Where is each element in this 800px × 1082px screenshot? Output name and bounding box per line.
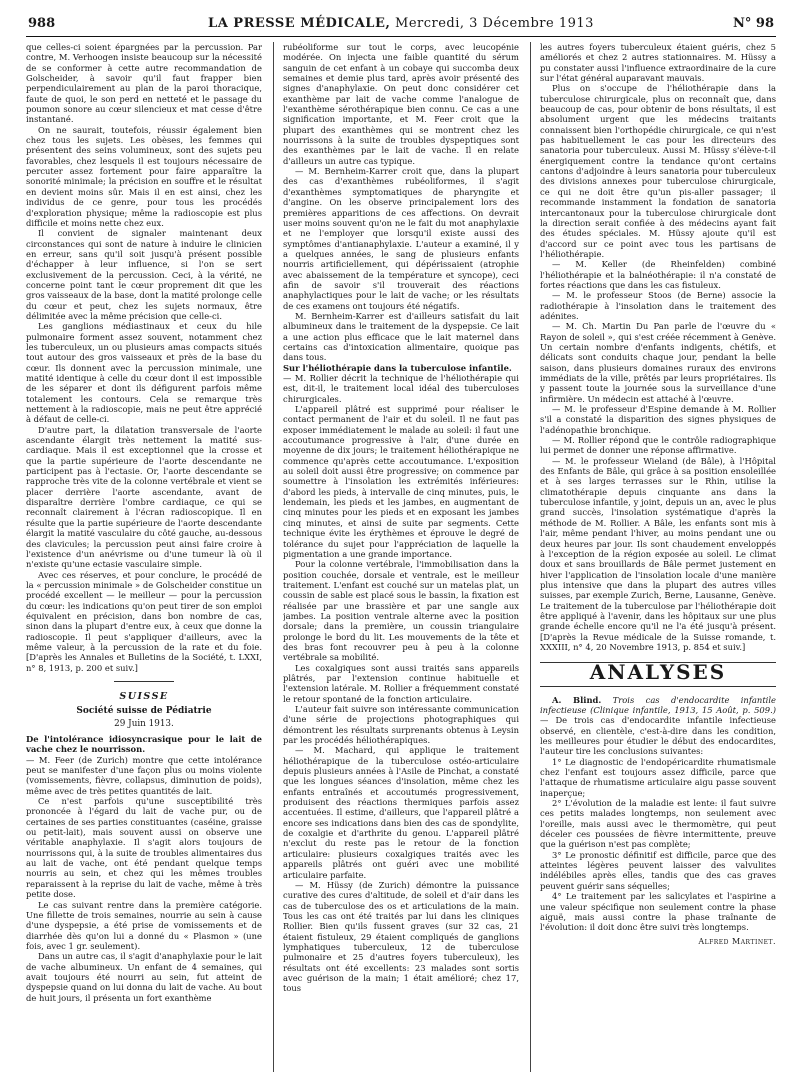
paragraph: — M. le professeur d'Espine demande à M. Rollier s'il a constaté la disparition des signes physiques de l'adénopathie bronchique. <box>540 404 776 435</box>
columns <box>26 42 776 1074</box>
analyses-title: ANALYSES <box>589 660 727 685</box>
paragraph: L'appareil plâtré est supprimé pour réaliser le contact permanent de l'air et du soleil. Il ne faut pas exposer immédiatement le malade au soleil: il faut une accoutumance progressive à l'air, d'une durée en moyenne de dix jours; le traitement héliothérapique ne commence qu'après cette accoutumance. L'exposition au soleil doit aussi être progressive; on commence par soumettre à l'insolation les extrémités inférieures: d'abord les pieds, à intervalle de cinq minutes, puis, le lendemain, les pieds et les jambes, en augmentant de cinq minutes pour les pieds et en exposant les jambes cinq minutes, et ainsi de suite par segments. Cette technique évite les érythèmes et éprouve le degré de tolérance du sujet pour l'appréciation de laquelle la pigmentation a une grande importance. <box>283 404 519 559</box>
paragraph: M. Bernheim-Karrer est d'ailleurs satisfait du lait albumineux dans le traitement de la dyspepsie. Ce lait a une action plus efficace que le lait maternel dans certains cas d'intoxication alimentaire, quoique pas dans tous. <box>283 310 519 363</box>
paragraph: 4° Le traitement par les salicylates et l'aspirine a une valeur spécifique non seulement contre la phase aiguë, mais aussi contre la phase traînante de l'évolution: il doit donc être suivi très longtemps. <box>540 891 776 933</box>
paragraph: — M. Rollier décrit la technique de l'héliothérapie qui est, dit-il, le traitement local idéal des tuberculoses chirurgicales. <box>283 373 519 404</box>
paragraph: On ne saurait, toutefois, réussir également bien chez tous les sujets. Les obèses, les femmes qui présentent des seins volumineux, sont des sujets peu favorables, chez lesquels il est toujours nécessaire de percuter assez fortement pour faire apparaître la sonorité minimale; la précision en souffre et le résultat en devient moins sûr. Mais il en est ainsi, chez les individus de ce genre, pour tous les procédés d'exploration physique; même la radioscopie est plus difficile et moins nette chez eux. <box>26 124 262 228</box>
paragraph: 2° L'évolution de la maladie est lente: il faut suivre ces petits malades longtemps, non seulement avec l'oreille, mais aussi avec le thermomètre, qui peut déceler ces poussées de fièvre intermittente, preuve que la guérison n'est pas complète; <box>540 798 776 850</box>
column-2 <box>283 42 519 1072</box>
section-divider <box>114 681 174 682</box>
column-rule-2 <box>530 42 531 1072</box>
newspaper-page <box>26 14 776 1074</box>
paragraph: Pour la colonne vertébrale, l'immobilisation dans la position couchée, dorsale et ventrale, est le meilleur traitement. L'enfant est couché sur un matelas plat, un coussin de sable est placé sous le bassin, la fixation est réalisée par une brassière et par une sangle aux jambes. La position ventrale alterne avec la position dorsale; dans la première, un coussin triangulaire prolonge le bord du lit. Les mouvements de la tête et des bras font recouvrer peu à peu à la colonne vertébrale sa mobilité. <box>283 559 519 663</box>
article-heading: De l'intolérance idiosyncrasique pour le lait de vache chez le nourrisson. <box>26 734 262 755</box>
paragraph: D'autre part, la dilatation transversale de l'aorte ascendante élargit très nettement la matité sus-cardiaque. Mais il est exceptionnel que la crosse et que la partie supérieure de l'aorte descendante ne participent pas à l'ectasie. Or, l'aorte descendante se rapproche très vite de la colonne vertébrale et vient se placer derrière l'aorte ascendante, avant de disparaître derrière l'ombre cardiaque, ce qui se reconnaît clairement à l'écran radioscopique. Il en résulte que la partie supérieure de l'aorte descendante élargit la matité vasculaire du côté gauche, au-dessous des clavicules; la percussion peut ainsi faire croire à l'existence d'un anévrisme ou d'une tumeur là où il n'existe qu'une ectasie vasculaire simple. <box>26 424 262 570</box>
paragraph: Plus on s'occupe de l'héliothérapie dans la tuberculose chirurgicale, plus on reconnaît que, dans beaucoup de cas, pour obtenir de bons résultats, il est absolument urgent que les médecins traitants connaissent bien l'orthopédie chirurgicale, ce qui n'est pas habituellement le cas pour les directeurs des sanatoria pour tuberculeux. Aussi M. Hüssy s'élève-t-il énergiquement contre la tendance qu'ont certains cantons d'adjoindre à leurs sanatoria pour tuberculeux des divisions annexes pour tuberculose chirurgicale, ce qui ne doit être qu'un pis-aller passager; il recommande instamment la fondation de sanatoria intercantonaux pour la tuberculose chirurgicale dont la direction serait confiée à des médecins ayant fait des études spéciales. M. Hüssy ajoute qu'il est d'accord sur ce point avec tous les partisans de l'héliothérapie. <box>540 83 776 259</box>
paragraph: que celles-ci soient épargnées par la percussion. Par contre, M. Verhoogen insiste beaucoup sur la nécessité de se conformer à cette autre recommandation de Golscheider, à savoir qu'il faut frapper bien perpendiculairement au plan de la paroi thoracique, faute de quoi, le son perd en netteté et le passage du poumon sonore au cœur silencieux et mat cesse d'être instantané. <box>26 42 262 125</box>
paragraph: L'auteur fait suivre son intéressante communication d'une série de projections photographiques qui démontrent les résultats surprenants obtenus à Leysin par les procédés héliothérapiques. <box>283 704 519 746</box>
paragraph: — M. le professeur Stoos (de Berne) associe la radiothérapie à l'insolation dans le traitement des adénites. <box>540 290 776 321</box>
issue-date: Mercredi, 3 Décembre 1913 <box>390 16 594 31</box>
abstract-heading <box>540 695 776 757</box>
signature: Alfred Martinet. <box>698 936 776 946</box>
masthead <box>26 14 776 37</box>
column-3 <box>540 42 776 1072</box>
paragraph: — M. Ch. Martin Du Pan parle de l'œuvre du « Rayon de soleil », qui s'est créée récemment à Genève. Un certain nombre d'enfants indigents, chétifs, et délicats sont conduits chaque jour, pendant la belle saison, dans plusieurs domaines ruraux des environs immédiats de la ville, prêtés par leurs propriétaires. Ils y passent toute la journée sous la surveillance d'une infirmière. Un médecin est attaché à l'œuvre. <box>540 321 776 404</box>
analyses-banner <box>540 662 776 686</box>
abstract-author: A. Blind. <box>552 694 602 705</box>
issue-number: N° 98 <box>733 16 774 31</box>
paragraph: 3° Le pronostic définitif est difficile, parce que des atteintes légères peuvent laisser des valvulites indélébiles après elles, tandis que des cas graves peuvent guérir sans séquelles; <box>540 849 776 891</box>
meeting-date: 29 Juin 1913. <box>114 718 174 729</box>
paragraph: Avec ces réserves, et pour conclure, le procédé de la « percussion minimale » de Golscheider constitue un procédé excellent — le meilleur — pour la percussion du cœur: les indications qu'on peut tirer de son emploi équivalent en précision, dans bon nombre de cas, sinon dans la plupart d'entre eux, à ceux que donne la radioscopie. Il peut s'appliquer d'ailleurs, avec la même valeur, à la percussion de la rate et du foie. [D'après les Annales et Bulletins de la Société, t. LXXI, n° 8, 1913, p. 200 et suiv.] <box>26 569 262 673</box>
paragraph: — M. Hüssy (de Zurich) démontre la puissance curative des cures d'altitude, de soleil et d'air dans les cas de tuberculose des os et articulations de la main. Tous les cas ont été traités par lui dans les cliniques Rollier. Bien qu'ils fussent graves (sur 32 cas, 21 étaient fistuleux, 29 étaient compliqués de ganglions lymphatiques tuberculeux, 12 de tuberculose pulmonaire et 25 d'autres foyers tuberculeux), les résultats ont été excellents: 23 malades sont sortis avec guérison de la main; 1 était amélioré; chez 17, tous <box>283 879 519 994</box>
section-title: SUISSE <box>119 690 169 702</box>
paragraph: 1° Le diagnostic de l'endopéricardite rhumatismale chez l'enfant est toujours assez difficile, parce que l'attaque de rhumatisme articulaire aigu passe souvent inaperçue; <box>540 756 776 798</box>
page-number: 988 <box>28 16 56 31</box>
paragraph: Les coxalgiques sont aussi traités sans appareils plâtrés, par l'extension continue habituelle et l'extension latérale. M. Rollier a fréquemment constaté le retour spontané de la fonction articulaire. <box>283 662 519 704</box>
paragraph: les autres foyers tuberculeux étaient guéris, chez 5 améliorés et chez 2 autres stationnaires. M. Hüssy a pu constater aussi l'influence extraordinaire de la cure sur l'état général auparavant mauvais. <box>540 42 776 84</box>
paragraph: rubéoliforme sur tout le corps, avec leucopénie modérée. On injecta une faible quantité du sérum sanguin de cet enfant à un cobaye qui succomba deux semaines et demie plus tard, après avoir présenté des signes d'anaphylaxie. On peut donc considérer cet exanthème par lait de vache comme l'analogue de l'exanthème sérothérapique bien connu. Ce cas a une signification importante, et M. Feer croit que la plupart des exanthèmes qui se montrent chez les nourrissons à la suite de troubles dyspeptiques sont des exanthèmes par le lait de vache. Il en relate d'ailleurs un autre cas typique. <box>283 42 519 166</box>
society-title: Société suisse de Pédiatrie <box>76 706 212 717</box>
paragraph: — M. Bernheim-Karrer croit que, dans la plupart des cas d'exanthèmes rubéoliformes, il s'agit d'exanthèmes symptomatiques de pharyngite et d'angine. On les observe principalement lors des premières apparitions de ces affections. On devrait user moins souvent qu'on ne le fait du mot anaphylaxie et ne l'employer que lorsqu'il existe aussi des symptômes d'antianaphylaxie. L'auteur a examiné, il y a quelques années, le sang de plusieurs enfants nourris artificiellement, qui dépérissaient (atrophie avec abaissement de la température et syncope), ceci afin de savoir s'il trouverait des réactions anaphylactiques pour le lait de vache; or les résultats de ces examens ont toujours été négatifs. <box>283 166 519 311</box>
article-heading: Sur l'héliothérapie dans la tuberculose infantile. <box>283 362 512 373</box>
abstract-title: Trois cas d'endocardite infantile infectieuse (Clinique infantile, 1913, 15 Août, p. 509.) <box>540 694 776 715</box>
paragraph: — M. le professeur Wieland (de Bâle), à l'Hôpital des Enfants de Bâle, qui grâce à sa position ensoleillée et à ses larges terrasses sur le Rhin, utilise la climatothérapie depuis cinquante ans dans la tuberculose infantile, y joint, depuis un an, avec le plus grand succès, l'insolation systématique d'après la méthode de M. Rollier. A Bâle, les enfants sont mis à l'air, même pendant l'hiver, au moins pendant une ou deux heures par jour. Ils sont chaudement enveloppés à l'exception de la région exposée au soleil. Le climat doux et sans brouillards de Bâle permet justement en hiver l'application de l'insolation locale d'une manière plus intensive que dans la plupart des autres villes suisses, par exemple Zurich, Berne, Lausanne, Genève. Le traitement de la tuberculose par l'héliothérapie doit être appliqué à l'avenir, dans les hôpitaux sur une plus grande échelle encore qu'il ne l'a été jusqu'à présent. [D'après la Revue médicale de la Suisse romande, t. XXXIII, n° 4, 20 Novembre 1913, p. 854 et suiv.] <box>540 455 776 652</box>
paragraph: Dans un autre cas, il s'agit d'anaphylaxie pour le lait de vache albumineux. Un enfant de 4 semaines, qui avait toujours été nourri au sein, fut atteint de dyspepsie quand on lui donna du lait de vache. Au bout de huit jours, il présenta un fort exanthème <box>26 951 262 1003</box>
column-1 <box>26 42 262 1072</box>
journal-title <box>26 14 776 34</box>
paragraph: — M. Rollier répond que le contrôle radiographique lui permet de donner une réponse affirmative. <box>540 435 776 456</box>
paragraph: Il convient de signaler maintenant deux circonstances qui sont de nature à induire le clinicien en erreur, sans qu'il soit jusqu'à présent possible d'échapper à leur influence, si l'on se sert exclusivement de la percussion. Ceci, à la vérité, ne concerne point tant le cœur proprement dit que les gros vaisseaux de la base, dont la matité prolonge celle du cœur et peut, chez les sujets normaux, être délimitée avec la même précision que celle-ci. <box>26 228 262 321</box>
abstract-intro: — De trois cas d'endocardite infantile infectieuse observé, en clientèle, c'est-à-dire dans les condition, les meilleures pour étudier le début des endocardites, l'auteur tire les conclusions suivantes: <box>540 715 776 757</box>
paragraph: — M. Machard, qui applique le traitement héliothérapique de la tuberculose ostéo-articulaire depuis plusieurs années à l'Asile de Pinchat, a constaté que les longues séances d'insolation, même chez les enfants entraînés et accoutumés progressivement, produisent des réactions thermiques parfois assez accentuées. Il estime, d'ailleurs, que l'appareil plâtré a encore ses indications dans bien des cas de spondylite, de coxalgie et d'arthrite du genou. L'appareil plâtré n'exclut du reste pas le retour de la fonction articulaire: plusieurs coxalgiques traités avec les appareils plâtrés ont guéri avec une mobilité articulaire parfaite. <box>283 745 519 880</box>
paragraph: Le cas suivant rentre dans la première catégorie. Une fillette de trois semaines, nourrie au sein à cause d'une dyspepsie, a été prise de vomissements et de diarrhée dès qu'on lui a donné du « Plasmon » (une fois, avec 1 gr. seulement). <box>26 899 262 951</box>
paragraph: — M. Keller (de Rheinfelden) combiné l'héliothérapie et la balnéothérapie: il n'a constaté de fortes réactions que dans les cas fistuleux. <box>540 259 776 290</box>
journal-name: LA PRESSE MÉDICALE, <box>208 16 391 31</box>
paragraph: Les ganglions médiastinaux et ceux du hile pulmonaire forment assez souvent, notamment chez les tuberculeux, un ou plusieurs amas compacts situés tout autour des gros vaisseaux et près de la base du cœur. Ils donnent avec la percussion minimale, une matité identique à celle du cœur dont il est impossible de les séparer et dont ils défigurent parfois même totalement les contours. Cela se remarque très nettement à la radioscopie, mais ne peut être apprécié à défaut de celle-ci. <box>26 321 262 425</box>
column-rule-1 <box>273 42 274 1072</box>
paragraph: — M. Feer (de Zurich) montre que cette intolérance peut se manifester d'une façon plus ou moins violente (vomissements, fièvre, collapsus, diminution de poids), même avec de très petites quantités de lait. <box>26 754 262 796</box>
paragraph: Ce n'est parfois qu'une susceptibilité très prononcée à l'égard du lait de vache pur, ou de certaines de ses parties constituantes (caséine, graisse ou petit-lait), mais souvent aussi on observe une véritable anaphylaxie. Il s'agit alors toujours de nourrissons qui, à la suite de troubles alimentaires dus au lait de vache, ont été pendant quelque temps nourris au sein, et chez qui les mêmes troubles reparaissent à la reprise du lait de vache, même à très petite dose. <box>26 796 262 900</box>
